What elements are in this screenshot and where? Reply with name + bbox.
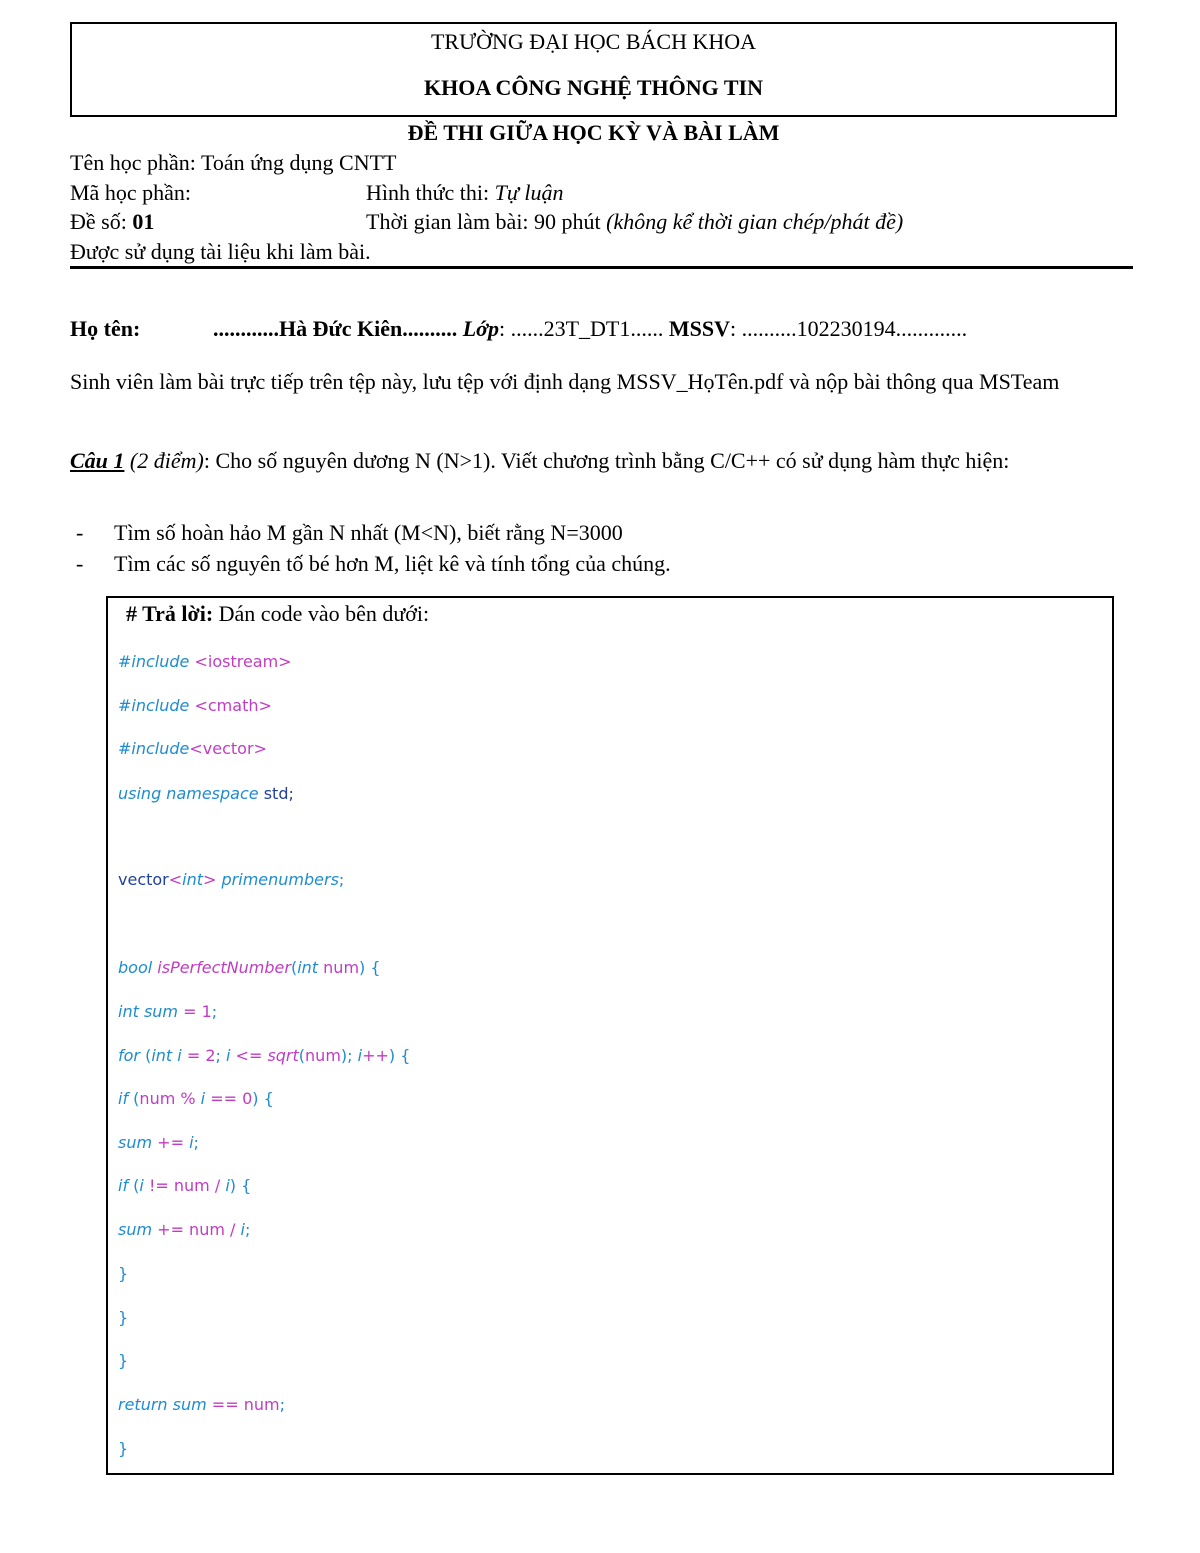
code-token: );: [340, 1046, 353, 1065]
answer-label: Trả lời:: [142, 601, 214, 626]
code-token: (: [133, 1176, 140, 1195]
code-token: sqrt: [267, 1046, 299, 1065]
code-token: <=: [235, 1046, 263, 1065]
code-line: [118, 1439, 128, 1458]
course-name: Toán ứng dụng CNTT: [200, 150, 397, 175]
bullet-dash: -: [76, 551, 84, 576]
code-token: += num /: [157, 1220, 236, 1239]
question-label: Câu 1: [70, 448, 125, 473]
code-token: (: [298, 1046, 306, 1065]
answer-box: [106, 596, 1114, 1475]
code-token: num: [305, 1046, 341, 1065]
code-line: [118, 1133, 199, 1152]
code-token: ) {: [388, 1046, 411, 1065]
answer-prefix: #: [126, 601, 143, 626]
code-line: [118, 784, 294, 803]
bullet-item: [76, 520, 623, 546]
exam-no-label: Đề số:: [70, 209, 127, 234]
header-box: [70, 22, 1117, 117]
code-line: [118, 739, 267, 758]
code-line: [118, 1220, 250, 1239]
code-token: ;: [215, 1046, 221, 1065]
code-token: vector: [118, 870, 169, 889]
class-label: Lớp: [462, 316, 499, 341]
answer-heading: [126, 601, 429, 627]
code-token: <cmath>: [194, 696, 272, 715]
code-token: primenumbers: [221, 870, 339, 889]
faculty-name: KHOA CÔNG NGHỆ THÔNG TIN: [423, 75, 764, 100]
code-token: ) {: [252, 1089, 274, 1108]
question-text: : Cho số nguyên dương N (N>1). Viết chương trình bằng C/C++ có sử dụng hàm thực hiện:: [203, 448, 1010, 473]
code-token: ++: [362, 1046, 389, 1065]
student-id: : ..........102230194.............: [729, 316, 968, 341]
code-token: != num /: [148, 1176, 221, 1195]
code-token: #include: [118, 696, 190, 715]
bullet-text: Tìm các số nguyên tố bé hơn M, liệt kê và tính tổng của chúng.: [114, 551, 671, 576]
code-token: (: [145, 1046, 152, 1065]
code-token: #include: [118, 652, 190, 671]
question-1: [70, 445, 1132, 476]
code-token: ) {: [359, 958, 381, 977]
code-line: [118, 1308, 128, 1327]
code-token: i: [225, 1176, 230, 1195]
bullet-text: Tìm số hoàn hảo M gần N nhất (M<N), biết rằng N=3000: [114, 520, 623, 545]
student-name: ............Hà Đức Kiên..........: [213, 316, 458, 341]
code-token: >: [203, 870, 217, 889]
code-token: i: [200, 1089, 206, 1108]
code-token: ;: [338, 870, 345, 889]
exam-form-label: Hình thức thi:: [366, 180, 490, 205]
code-token: ;: [211, 1002, 218, 1021]
code-token: return sum: [118, 1395, 207, 1414]
materials-note: Được sử dụng tài liệu khi làm bài.: [70, 239, 371, 264]
code-token: }: [118, 1308, 129, 1327]
code-line: [118, 1351, 128, 1370]
code-token: num %: [139, 1089, 196, 1108]
code-line: [118, 870, 344, 889]
exam-title: ĐỀ THI GIỮA HỌC KỲ VÀ BÀI LÀM: [407, 120, 780, 145]
code-token: sum: [118, 1133, 153, 1152]
code-token: +=: [157, 1133, 184, 1152]
exam-number-row: [70, 209, 1132, 235]
code-token: int i: [151, 1046, 182, 1065]
code-token: i: [357, 1046, 363, 1065]
code-token: int sum: [118, 1002, 179, 1021]
student-class: : ......23T_DT1......: [498, 316, 664, 341]
code-token: }: [118, 1351, 129, 1370]
code-token: = 1: [183, 1002, 212, 1021]
id-label: MSSV: [668, 316, 730, 341]
exam-no: 01: [132, 209, 155, 234]
code-token: <vector>: [189, 739, 267, 758]
code-token: ;: [244, 1220, 251, 1239]
exam-form-value: Tự luận: [494, 180, 564, 205]
course-code-row: [70, 180, 1132, 206]
code-token: <iostream>: [194, 652, 292, 671]
code-token: using namespace: [118, 784, 259, 803]
code-token: ;: [279, 1395, 285, 1414]
code-token: i: [189, 1133, 194, 1152]
code-token: == num: [211, 1395, 280, 1414]
code-line: [118, 696, 272, 715]
code-line: [118, 1264, 128, 1283]
code-token: sum: [118, 1220, 153, 1239]
code-token: = 2: [186, 1046, 216, 1065]
exam-form: [366, 180, 564, 206]
code-token: if: [118, 1176, 129, 1195]
code-line: [118, 1395, 285, 1414]
bullet-dash: -: [76, 520, 84, 545]
question-points: (2 điểm): [129, 448, 204, 473]
university-name: TRƯỜNG ĐẠI HỌC BÁCH KHOA: [430, 29, 757, 54]
code-token: }: [118, 1439, 129, 1458]
duration-note: (không kể thời gian chép/phát đề): [606, 209, 904, 234]
code-token: num: [323, 958, 360, 977]
answer-instruction: Dán code vào bên dưới:: [213, 601, 430, 626]
duration: [366, 209, 903, 235]
divider: [70, 266, 1133, 269]
instructions: Sinh viên làm bài trực tiếp trên tệp này, lưu tệp với định dạng MSSV_HọTên.pdf và nộp bài thông qua MSTeam: [70, 369, 1060, 394]
name-label: Họ tên:: [70, 316, 141, 341]
code-token: (: [133, 1089, 140, 1108]
code-token: (: [290, 958, 298, 977]
code-token: <: [168, 870, 183, 889]
code-line: [118, 1089, 274, 1108]
code-token: for: [118, 1046, 140, 1065]
code-token: std;: [263, 784, 294, 803]
code-token: int: [182, 870, 204, 889]
code-token: if: [118, 1089, 129, 1108]
code-line: [118, 1046, 410, 1065]
student-info-row: [70, 316, 967, 342]
bullet-item: [76, 551, 671, 577]
course-name-label: Tên học phần:: [70, 150, 196, 175]
duration-value: 90 phút: [534, 209, 601, 234]
duration-label: Thời gian làm bài:: [366, 209, 529, 234]
code-token: i: [139, 1176, 144, 1195]
code-line: [118, 958, 381, 977]
code-token: i: [225, 1046, 231, 1065]
code-token: #include: [118, 739, 190, 758]
course-name-row: [70, 150, 397, 176]
code-token: ) {: [229, 1176, 252, 1195]
code-token: int: [297, 958, 319, 977]
code-line: [118, 1002, 217, 1021]
code-token: i: [240, 1220, 245, 1239]
code-token: isPerfectNumber: [157, 958, 291, 977]
course-code-label: Mã học phần:: [70, 180, 191, 205]
code-line: [118, 652, 292, 671]
code-token: == 0: [210, 1089, 253, 1108]
code-token: bool: [118, 958, 153, 977]
code-line: [118, 1176, 251, 1195]
code-token: ;: [193, 1133, 199, 1152]
code-token: }: [118, 1264, 129, 1283]
